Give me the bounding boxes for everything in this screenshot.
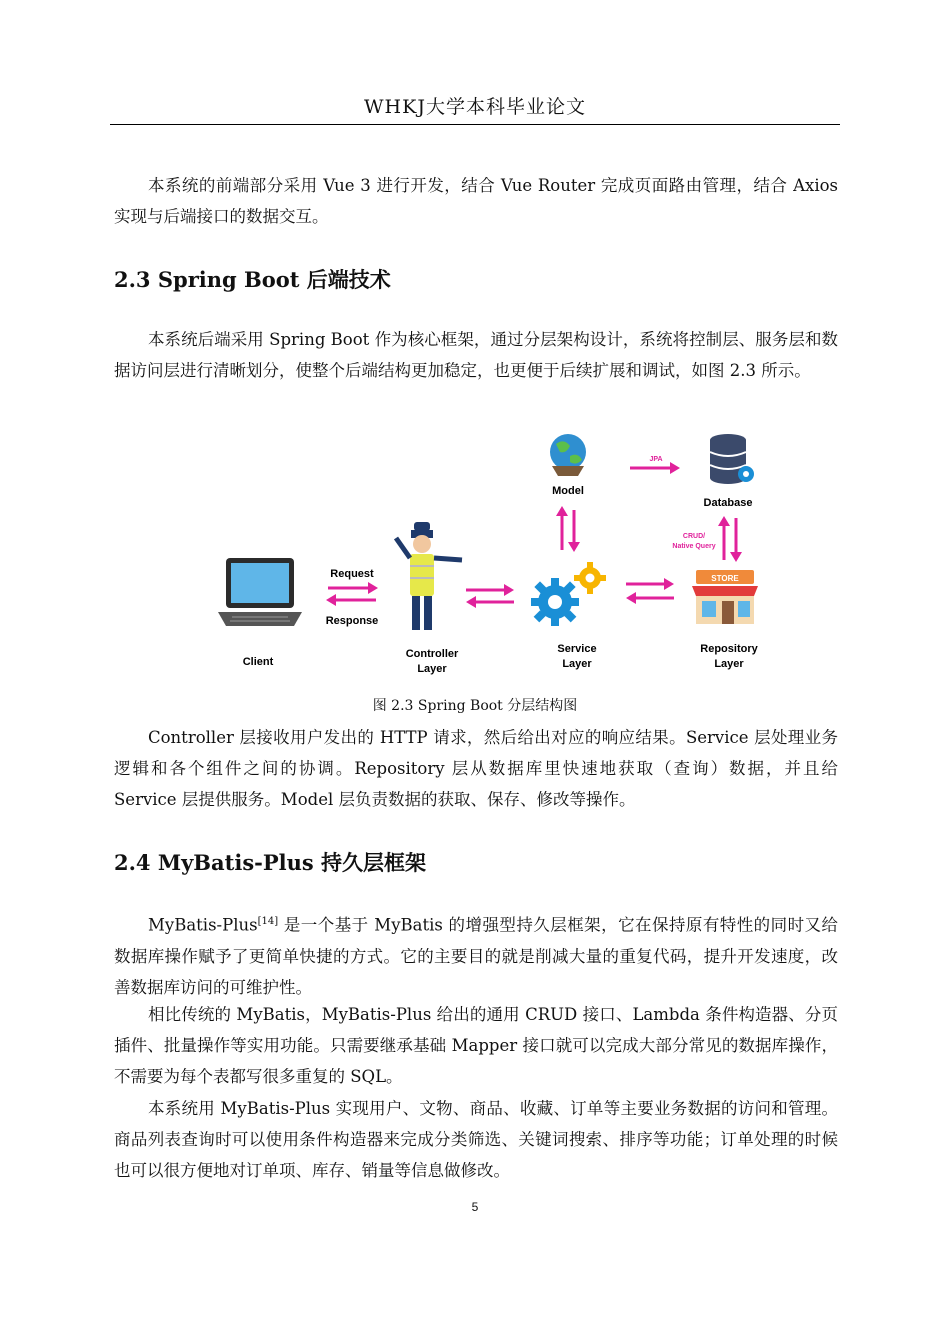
- page-number: 5: [471, 1200, 479, 1214]
- label-controller-layer: Layer: [417, 663, 447, 675]
- label-repository: Repository: [700, 643, 758, 655]
- heading-2-3: 2.3 Spring Boot 后端技术: [114, 267, 391, 292]
- label-service: Service: [557, 643, 597, 655]
- paragraph-springboot: 本系统后端采用 Spring Boot 作为核心框架，通过分层架构设计，系统将控制层、服务层和数据访问层进行清晰划分，使整个后端结构更加稳定，也更便于后续扩展和调试，如图 2.3 所示。: [114, 330, 838, 380]
- figure-caption: 图 2.3 Spring Boot 分层结构图: [372, 698, 578, 714]
- label-repository-layer: Layer: [714, 658, 744, 670]
- mybatis-plus-term: MyBatis-Plus: [148, 915, 258, 935]
- header-rule: [110, 124, 840, 125]
- label-response: Response: [325, 615, 379, 627]
- citation-14: [14]: [257, 916, 279, 927]
- label-database: Database: [703, 497, 753, 509]
- label-request: Request: [330, 568, 374, 580]
- label-native-query: Native Query: [672, 543, 716, 550]
- label-crud: CRUD/: [682, 533, 706, 540]
- spring-boot-layer-diagram: [210, 426, 770, 684]
- paragraph-layers: Controller 层接收用户发出的 HTTP 请求，然后给出对应的响应结果。Service 层处理业务逻辑和各个组件之间的协调。Repository 层从数据库里快速地获取（查询）数据，并且给 Service 层提供服务。Model 层负责数据的获取、保存、修改等操作。: [114, 728, 838, 809]
- store-icon: [692, 570, 758, 624]
- label-service-layer: Layer: [562, 658, 592, 670]
- heading-2-4: 2.4 MyBatis-Plus 持久层框架: [114, 850, 427, 875]
- label-store: STORE: [711, 574, 739, 583]
- paragraph-mybatis-plus-usage: 本系统用 MyBatis-Plus 实现用户、文物、商品、收藏、订单等主要业务数据的访问和管理。商品列表查询时可以使用条件构造器来完成分类筛选、关键词搜索、排序等功能；订单处理的时候也可以很方便地对订单项、库存、销量等信息做修改。: [114, 1099, 838, 1180]
- laptop-icon: [218, 558, 302, 626]
- paragraph-frontend: 本系统的前端部分采用 Vue 3 进行开发，结合 Vue Router 完成页面路由管理，结合 Axios 实现与后端接口的数据交互。: [114, 176, 838, 226]
- label-model: Model: [552, 485, 584, 497]
- globe-icon: [550, 434, 586, 476]
- mybatis-plus-intro-text: 是一个基于 MyBatis 的增强型持久层框架，它在保持原有特性的同时又给数据库操作赋予了更简单快捷的方式。它的主要目的就是削减大量的重复代码，提升开发速度，改善数据库访问的可维护性。: [114, 915, 838, 997]
- label-client: Client: [242, 656, 274, 668]
- paragraph-mybatis-plus-features: 相比传统的 MyBatis，MyBatis-Plus 给出的通用 CRUD 接口、Lambda 条件构造器、分页插件、批量操作等实用功能。只需要继承基础 Mapper 接口就可以完成大部分常见的数据库操作，不需要为每个表都写很多重复的 SQL。: [114, 1005, 838, 1086]
- label-jpa: JPA: [649, 456, 663, 463]
- paragraph-mybatis-plus-intro: [114, 906, 838, 1003]
- label-controller: Controller: [405, 648, 459, 660]
- page-header-title: WHKJ大学本科毕业论文: [364, 96, 586, 118]
